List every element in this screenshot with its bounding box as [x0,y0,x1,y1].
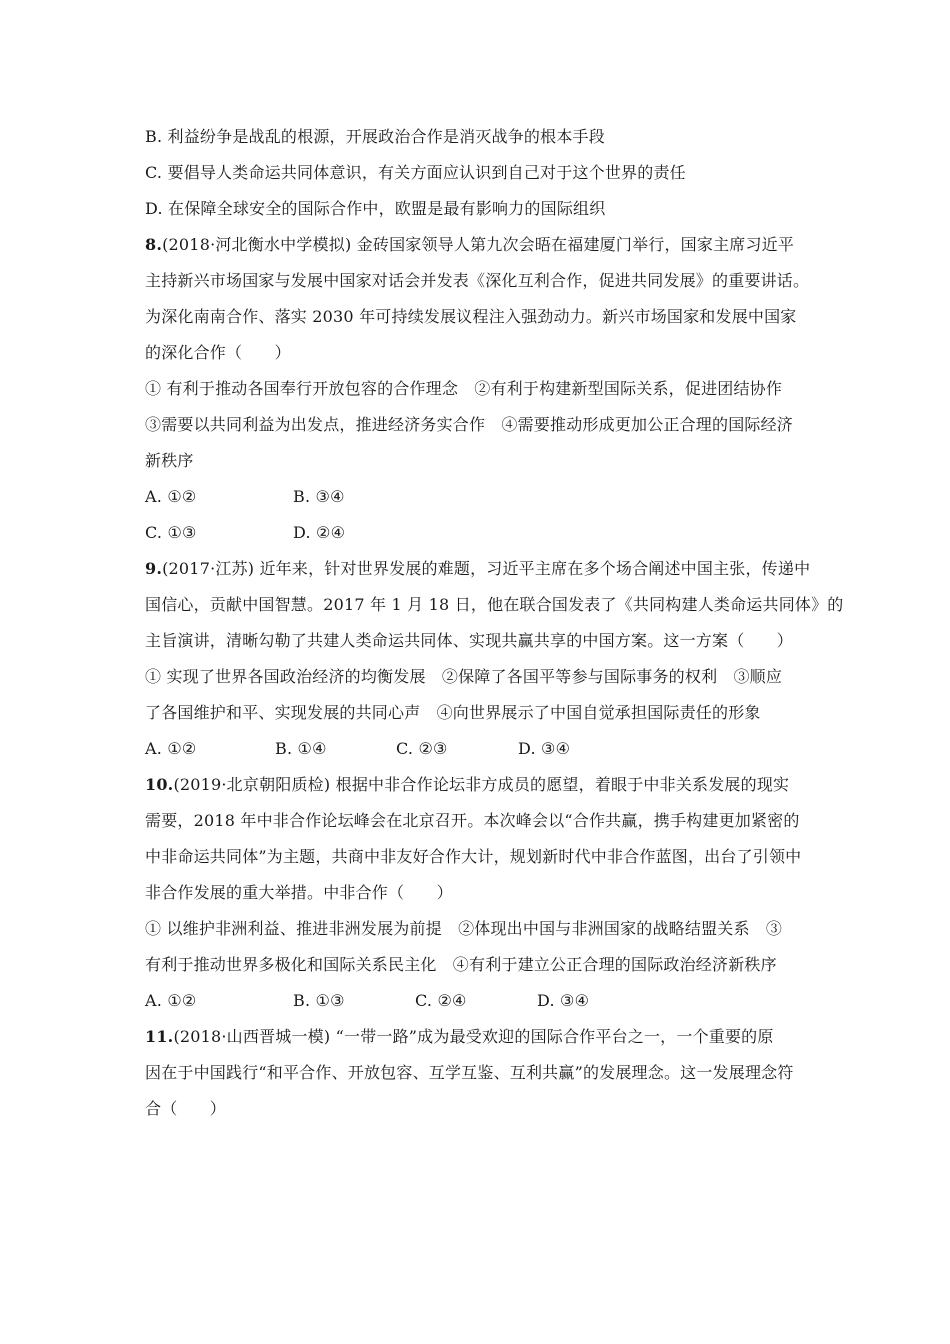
q8-stem-line-3: 为深化南南合作、落实 2030 年可持续发展议程注入强劲动力。新兴市场国家和发展中国家 [145,307,797,326]
q9-stem-line-1: 9.(2017·江苏) 近年来，针对世界发展的难题，习近平主席在多个场合阐述中国主张，传递中 [145,559,811,578]
q10-choice-c[interactable]: C. ②④ [415,991,467,1010]
q9-stem-line-3: 主旨演讲，清晰勾勒了共建人类命运共同体、实现共赢共享的中国方案。这一方案（ ） [145,631,794,650]
q7-option-b: B. 利益纷争是战乱的根源，开展政治合作是消灭战争的根本手段 [145,127,605,146]
q7-option-c: C. 要倡导人类命运共同体意识，有关方面应认识到自己对于这个世界的责任 [145,163,686,182]
q10-stem-line-2: 需要，2018 年中非合作论坛峰会在北京召开。本次峰会以“合作共赢，携手构建更加紧密的 [145,811,800,830]
q8-choice-c[interactable]: C. ①③ [145,523,197,542]
q11-stem-line-2: 因在于中国践行“和平合作、开放包容、互学互鉴、互利共赢”的发展理念。这一发展理念符 [145,1063,794,1082]
q9-statement-line-2: 了各国维护和平、实现发展的共同心声 ④向世界展示了中国自觉承担国际责任的形象 [145,703,761,722]
q8-number: 8. [145,235,163,254]
q10-number: 10. [145,775,174,794]
q10-statement-line-1: ① 以维护非洲利益、推进非洲发展为前提 ②体现出中国与非洲国家的战略结盟关系 ③ [145,919,783,938]
q8-choice-d[interactable]: D. ②④ [293,523,346,542]
q8-choice-b[interactable]: B. ③④ [293,487,345,506]
q10-stem-line-3: 中非命运共同体”为主题，共商中非友好合作大计，规划新时代中非合作蓝图，出台了引领中 [145,847,802,866]
q9-choice-d[interactable]: D. ③④ [518,739,571,758]
q9-choice-b[interactable]: B. ①④ [275,739,327,758]
q10-stem-line-1: 10.(2019·北京朝阳质检) 根据中非合作论坛非方成员的愿望，着眼于中非关系发展的现实 [145,775,790,794]
q10-choice-d[interactable]: D. ③④ [537,991,590,1010]
q9-choice-a[interactable]: A. ①② [145,739,197,758]
q8-choice-a[interactable]: A. ①② [145,487,197,506]
q9-stem-line-2: 国信心，贡献中国智慧。2017 年 1 月 18 日，他在联合国发表了《共同构建人类命运共同体》的 [145,595,844,614]
q8-stem-line-2: 主持新兴市场国家与发展中国家对话会并发表《深化互利合作，促进共同发展》的重要讲话。 [145,271,810,290]
q8-statement-line-2: ③需要以共同利益为出发点，推进经济务实合作 ④需要推动形成更加公正合理的国际经济 [145,415,794,434]
q8-statement-line-1: ① 有利于推动各国奉行开放包容的合作理念 ②有利于构建新型国际关系，促进团结协作 [145,379,783,398]
q10-choices-row [145,990,589,1012]
q9-statement-line-1: ① 实现了世界各国政治经济的均衡发展 ②保障了各国平等参与国际事务的权利 ③顺应 [145,667,783,686]
q8-statement-line-3: 新秩序 [145,451,194,470]
q8-stem-line-1: 8.(2018·河北衡水中学模拟) 金砖国家领导人第九次会晤在福建厦门举行，国家主席习近平 [145,235,795,254]
q9-number: 9. [145,559,163,578]
q9-choice-c[interactable]: C. ②③ [396,739,448,758]
q8-choices-row-2 [145,522,345,544]
q8-stem-line-4: 的深化合作（ ） [145,343,291,362]
q10-choice-b[interactable]: B. ①③ [293,991,345,1010]
q10-choice-a[interactable]: A. ①② [145,991,197,1010]
q8-choices-row-1 [145,486,345,508]
q9-choices-row [145,738,570,760]
q10-stem-line-4: 非合作发展的重大举措。中非合作（ ） [145,883,453,902]
q11-stem-line-3: 合（ ） [145,1099,227,1118]
q11-stem-line-1: 11.(2018·山西晋城一模) “一带一路”成为最受欢迎的国际合作平台之一，一个重要的原 [145,1027,774,1046]
q10-statement-line-2: 有利于推动世界多极化和国际关系民主化 ④有利于建立公正合理的国际政治经济新秩序 [145,955,777,974]
q7-option-d: D. 在保障全球安全的国际合作中，欧盟是最有影响力的国际组织 [145,199,606,218]
q11-number: 11. [145,1027,174,1046]
